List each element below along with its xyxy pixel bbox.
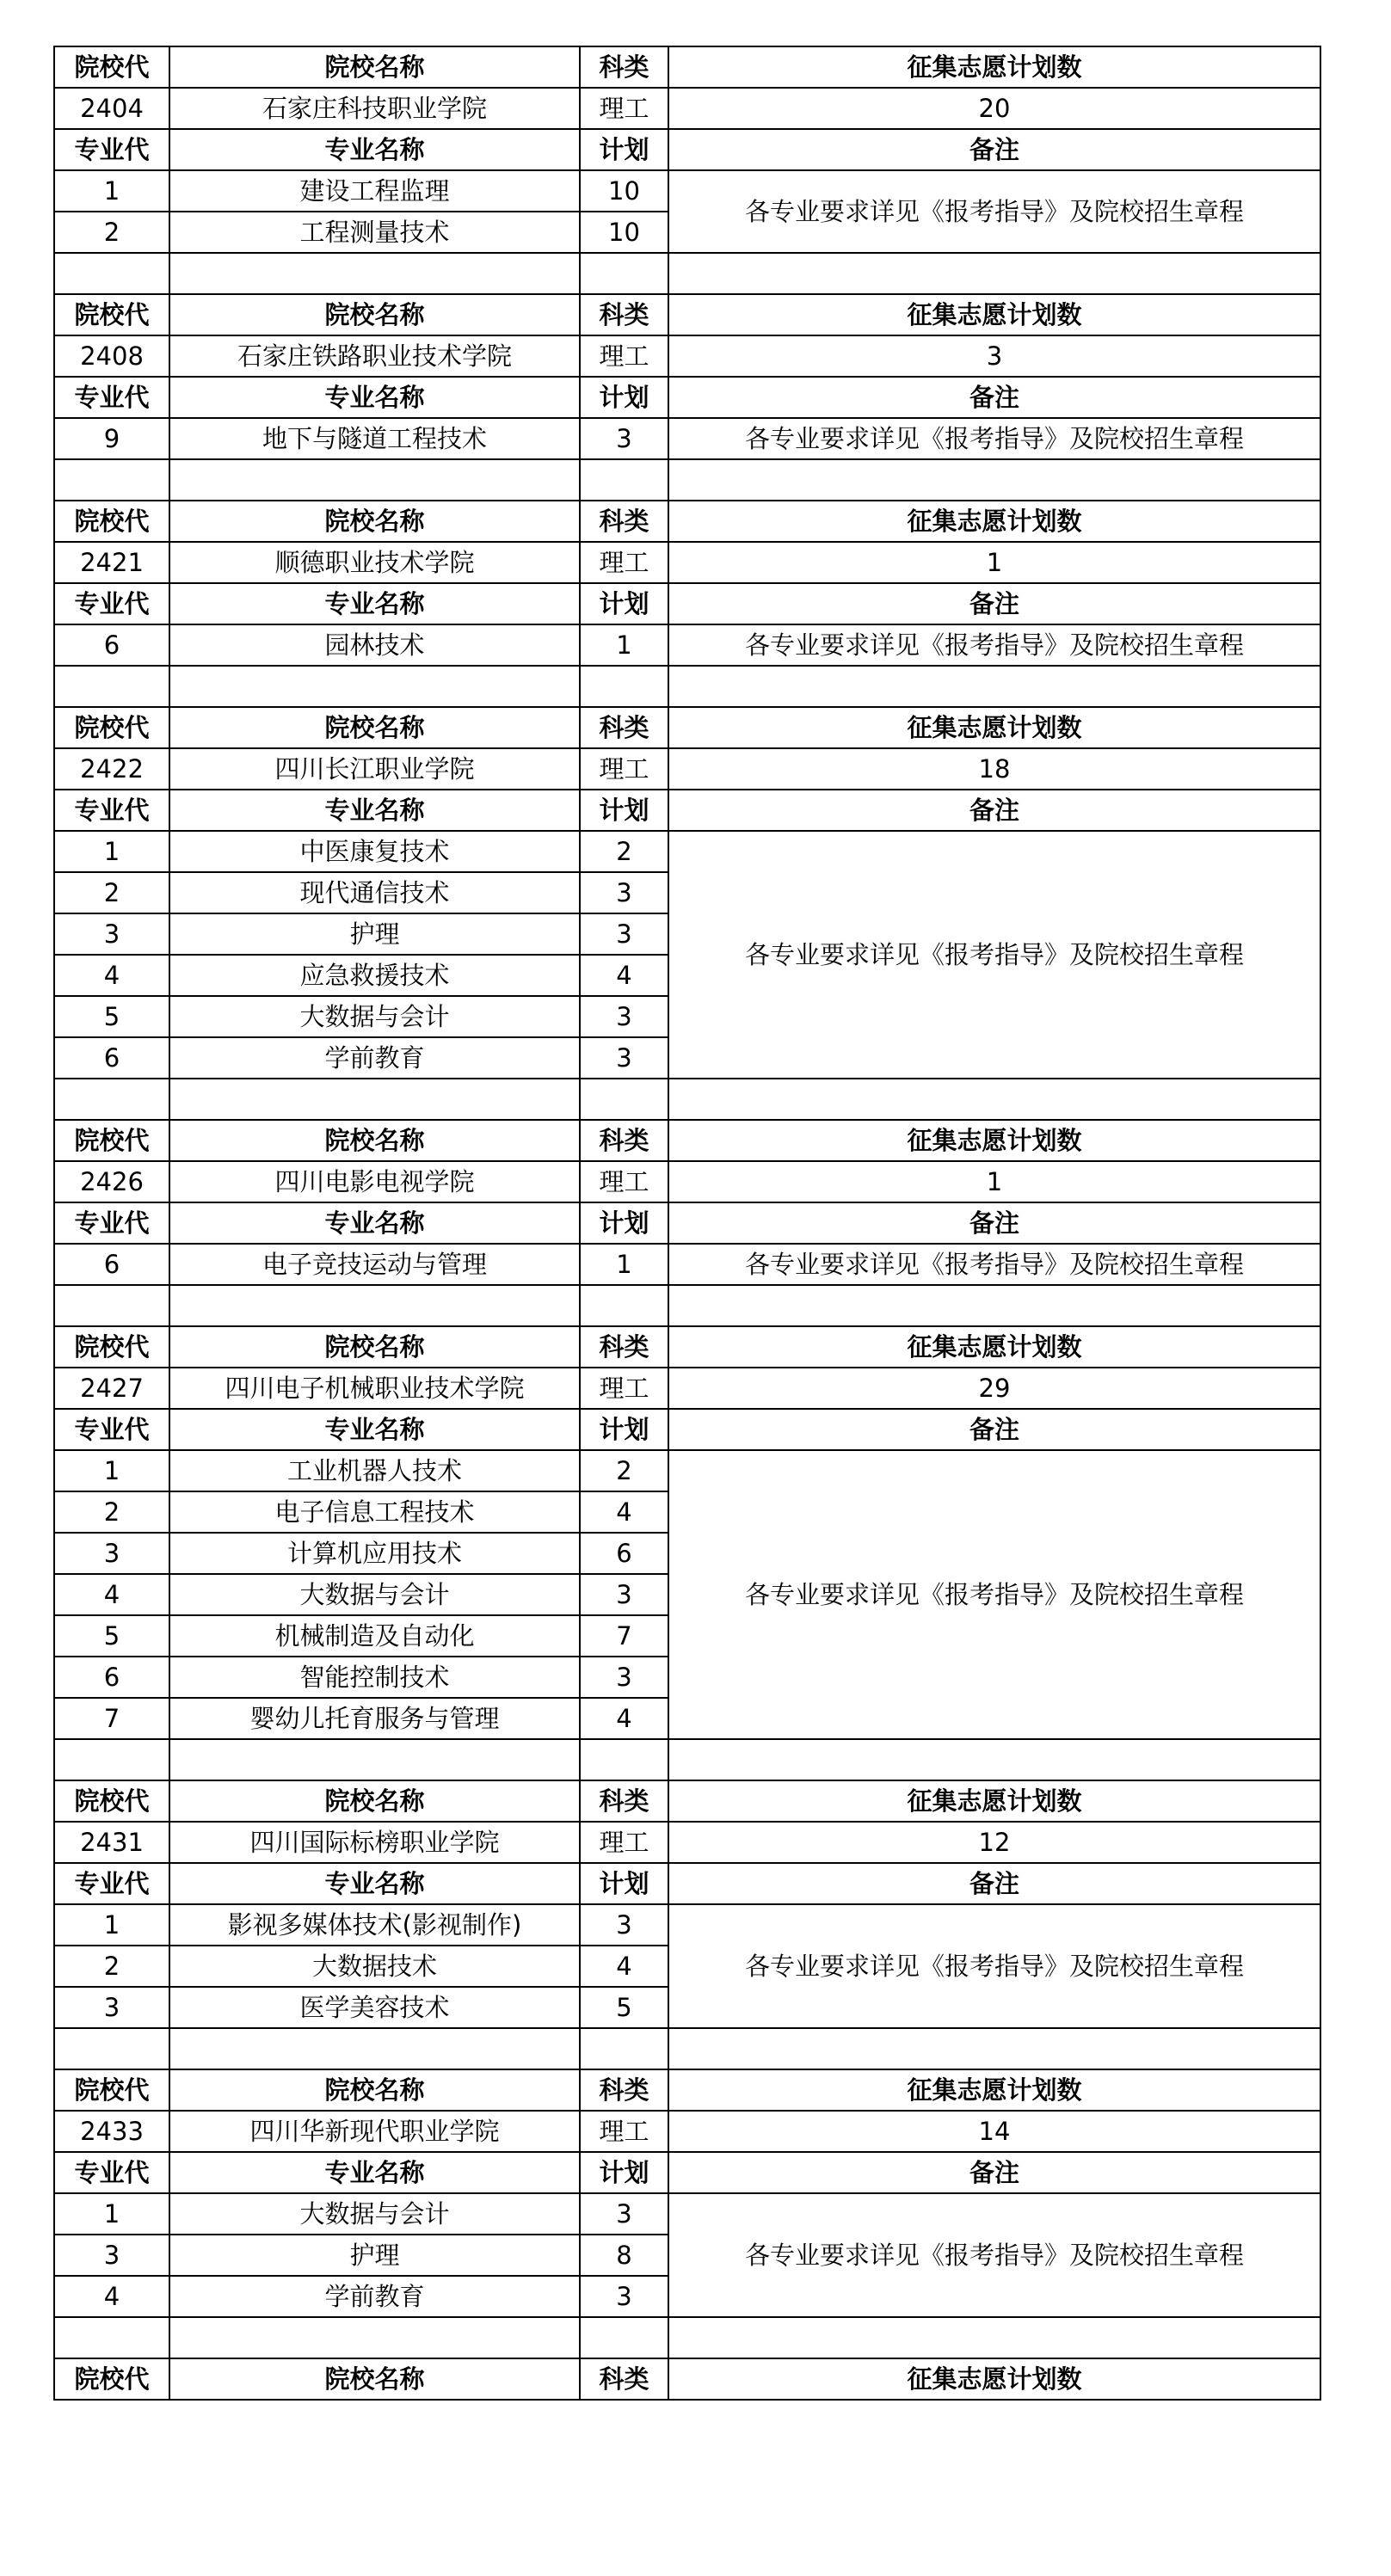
remark-header: 备注: [668, 1202, 1320, 1244]
major-remark: 各专业要求详见《报考指导》及院校招生章程: [668, 624, 1320, 666]
plan-total-header: 征集志愿计划数: [668, 294, 1320, 335]
school-code: 2431: [54, 1822, 169, 1863]
school-code: 2421: [54, 542, 169, 583]
school-category: 理工: [580, 88, 668, 129]
school-category: 理工: [580, 542, 668, 583]
spacer-cell: [169, 666, 580, 707]
school-code-header: 院校代: [54, 2069, 169, 2111]
major-plan: 3: [580, 1657, 668, 1698]
plan-header: 计划: [580, 790, 668, 831]
major-header-row: [54, 1202, 1320, 1244]
major-name-header: 专业名称: [169, 1202, 580, 1244]
major-code: 5: [54, 996, 169, 1037]
school-plan-total: 20: [668, 88, 1320, 129]
major-code: 3: [54, 2235, 169, 2276]
spacer-row: [54, 459, 1320, 501]
major-plan: 3: [580, 1904, 668, 1946]
major-plan: 3: [580, 1574, 668, 1615]
school-name: 顺德职业技术学院: [169, 542, 580, 583]
school-header-row: [54, 294, 1320, 335]
major-code: 2: [54, 1491, 169, 1533]
spacer-cell: [580, 253, 668, 294]
major-remark: 各专业要求详见《报考指导》及院校招生章程: [668, 1244, 1320, 1285]
major-row: [54, 624, 1320, 666]
school-code-header: 院校代: [54, 501, 169, 542]
major-name: 工程测量技术: [169, 212, 580, 253]
school-name-header: 院校名称: [169, 2069, 580, 2111]
table-body: [54, 46, 1320, 2400]
spacer-cell: [668, 2317, 1320, 2358]
major-name-header: 专业名称: [169, 129, 580, 170]
major-header-row: [54, 1863, 1320, 1904]
category-header: 科类: [580, 1780, 668, 1822]
major-code: 1: [54, 170, 169, 212]
major-row: [54, 1904, 1320, 1946]
spacer-row: [54, 253, 1320, 294]
school-name: 四川电影电视学院: [169, 1161, 580, 1202]
school-row: [54, 748, 1320, 790]
school-name-header: 院校名称: [169, 1326, 580, 1368]
school-name-header: 院校名称: [169, 294, 580, 335]
school-code: 2433: [54, 2111, 169, 2152]
major-remark: 各专业要求详见《报考指导》及院校招生章程: [668, 418, 1320, 459]
school-plan-total: 1: [668, 542, 1320, 583]
spacer-cell: [54, 253, 169, 294]
major-code-header: 专业代: [54, 2152, 169, 2193]
school-header-row: [54, 46, 1320, 88]
school-name-header: 院校名称: [169, 46, 580, 88]
major-code: 1: [54, 831, 169, 872]
school-name: 四川华新现代职业学院: [169, 2111, 580, 2152]
school-plan-total: 18: [668, 748, 1320, 790]
school-name-header: 院校名称: [169, 707, 580, 748]
major-plan: 2: [580, 1450, 668, 1491]
plan-total-header: 征集志愿计划数: [668, 501, 1320, 542]
major-name-header: 专业名称: [169, 583, 580, 624]
major-plan: 3: [580, 913, 668, 955]
major-name-header: 专业名称: [169, 377, 580, 418]
school-plan-total: 12: [668, 1822, 1320, 1863]
category-header: 科类: [580, 2358, 668, 2400]
major-row: [54, 831, 1320, 872]
major-name: 婴幼儿托育服务与管理: [169, 1698, 580, 1739]
major-name: 应急救援技术: [169, 955, 580, 996]
spacer-cell: [169, 1079, 580, 1120]
spacer-cell: [580, 2317, 668, 2358]
spacer-row: [54, 1079, 1320, 1120]
plan-header: 计划: [580, 1202, 668, 1244]
school-category: 理工: [580, 1368, 668, 1409]
major-header-row: [54, 1409, 1320, 1450]
major-name: 现代通信技术: [169, 872, 580, 913]
spacer-cell: [54, 1285, 169, 1326]
plan-total-header: 征集志愿计划数: [668, 46, 1320, 88]
spacer-cell: [169, 253, 580, 294]
plan-header: 计划: [580, 129, 668, 170]
major-code: 4: [54, 2276, 169, 2317]
major-name: 医学美容技术: [169, 1987, 580, 2028]
major-name: 大数据与会计: [169, 2193, 580, 2235]
spacer-cell: [668, 253, 1320, 294]
school-name: 四川国际标榜职业学院: [169, 1822, 580, 1863]
major-code: 7: [54, 1698, 169, 1739]
school-name: 四川电子机械职业技术学院: [169, 1368, 580, 1409]
major-header-row: [54, 583, 1320, 624]
major-name: 护理: [169, 913, 580, 955]
major-code-header: 专业代: [54, 377, 169, 418]
school-row: [54, 1161, 1320, 1202]
major-remark: 各专业要求详见《报考指导》及院校招生章程: [668, 2193, 1320, 2317]
plan-header: 计划: [580, 1409, 668, 1450]
school-header-row: [54, 501, 1320, 542]
major-plan: 3: [580, 872, 668, 913]
major-name: 智能控制技术: [169, 1657, 580, 1698]
school-code-header: 院校代: [54, 294, 169, 335]
spacer-cell: [580, 2028, 668, 2069]
spacer-cell: [54, 666, 169, 707]
school-code: 2427: [54, 1368, 169, 1409]
major-code: 6: [54, 1244, 169, 1285]
major-code: 1: [54, 1450, 169, 1491]
major-code: 6: [54, 1657, 169, 1698]
spacer-cell: [169, 2028, 580, 2069]
school-row: [54, 542, 1320, 583]
school-header-row: [54, 2358, 1320, 2400]
plan-total-header: 征集志愿计划数: [668, 1780, 1320, 1822]
school-code: 2426: [54, 1161, 169, 1202]
major-header-row: [54, 377, 1320, 418]
school-plan-total: 14: [668, 2111, 1320, 2152]
remark-header: 备注: [668, 583, 1320, 624]
plan-header: 计划: [580, 377, 668, 418]
major-plan: 3: [580, 418, 668, 459]
major-plan: 3: [580, 2193, 668, 2235]
major-code: 1: [54, 2193, 169, 2235]
major-plan: 2: [580, 831, 668, 872]
major-code: 5: [54, 1615, 169, 1657]
major-code: 4: [54, 1574, 169, 1615]
major-name: 学前教育: [169, 1037, 580, 1079]
plan-total-header: 征集志愿计划数: [668, 1120, 1320, 1161]
school-code-header: 院校代: [54, 46, 169, 88]
major-name: 建设工程监理: [169, 170, 580, 212]
remark-header: 备注: [668, 790, 1320, 831]
plan-header: 计划: [580, 2152, 668, 2193]
plan-total-header: 征集志愿计划数: [668, 707, 1320, 748]
school-category: 理工: [580, 1822, 668, 1863]
major-code: 6: [54, 1037, 169, 1079]
major-remark: 各专业要求详见《报考指导》及院校招生章程: [668, 170, 1320, 253]
school-code-header: 院校代: [54, 1120, 169, 1161]
spacer-cell: [169, 1739, 580, 1780]
spacer-row: [54, 2028, 1320, 2069]
major-row: [54, 1450, 1320, 1491]
spacer-row: [54, 1739, 1320, 1780]
major-plan: 5: [580, 1987, 668, 2028]
school-code: 2422: [54, 748, 169, 790]
school-row: [54, 1368, 1320, 1409]
school-header-row: [54, 1780, 1320, 1822]
remark-header: 备注: [668, 2152, 1320, 2193]
spacer-cell: [668, 1285, 1320, 1326]
major-code-header: 专业代: [54, 1409, 169, 1450]
major-row: [54, 418, 1320, 459]
enrollment-plan-table: [53, 46, 1321, 2401]
school-row: [54, 88, 1320, 129]
school-category: 理工: [580, 2111, 668, 2152]
major-plan: 10: [580, 212, 668, 253]
school-header-row: [54, 1120, 1320, 1161]
major-code: 3: [54, 913, 169, 955]
major-header-row: [54, 129, 1320, 170]
plan-header: 计划: [580, 1863, 668, 1904]
major-plan: 4: [580, 1946, 668, 1987]
major-plan: 4: [580, 1698, 668, 1739]
school-name-header: 院校名称: [169, 1780, 580, 1822]
major-remark: 各专业要求详见《报考指导》及院校招生章程: [668, 1450, 1320, 1739]
major-row: [54, 2193, 1320, 2235]
major-plan: 3: [580, 1037, 668, 1079]
spacer-cell: [54, 2028, 169, 2069]
major-code: 2: [54, 212, 169, 253]
spacer-cell: [668, 2028, 1320, 2069]
major-name: 护理: [169, 2235, 580, 2276]
major-name: 机械制造及自动化: [169, 1615, 580, 1657]
major-name: 计算机应用技术: [169, 1533, 580, 1574]
school-category: 理工: [580, 748, 668, 790]
plan-total-header: 征集志愿计划数: [668, 2358, 1320, 2400]
category-header: 科类: [580, 2069, 668, 2111]
remark-header: 备注: [668, 377, 1320, 418]
major-header-row: [54, 790, 1320, 831]
school-row: [54, 1822, 1320, 1863]
major-name-header: 专业名称: [169, 790, 580, 831]
spacer-cell: [668, 459, 1320, 501]
major-row: [54, 1244, 1320, 1285]
major-plan: 7: [580, 1615, 668, 1657]
spacer-cell: [580, 1079, 668, 1120]
plan-total-header: 征集志愿计划数: [668, 2069, 1320, 2111]
major-name: 学前教育: [169, 2276, 580, 2317]
school-plan-total: 1: [668, 1161, 1320, 1202]
category-header: 科类: [580, 294, 668, 335]
remark-header: 备注: [668, 1863, 1320, 1904]
spacer-cell: [668, 1079, 1320, 1120]
spacer-row: [54, 666, 1320, 707]
spacer-cell: [668, 666, 1320, 707]
spacer-cell: [668, 1739, 1320, 1780]
major-code: 6: [54, 624, 169, 666]
spacer-cell: [169, 2317, 580, 2358]
spacer-cell: [580, 666, 668, 707]
spacer-cell: [580, 1285, 668, 1326]
major-plan: 4: [580, 1491, 668, 1533]
remark-header: 备注: [668, 129, 1320, 170]
major-name: 中医康复技术: [169, 831, 580, 872]
major-code: 4: [54, 955, 169, 996]
major-name-header: 专业名称: [169, 1409, 580, 1450]
major-code-header: 专业代: [54, 1863, 169, 1904]
school-name: 石家庄铁路职业技术学院: [169, 335, 580, 377]
major-name: 大数据技术: [169, 1946, 580, 1987]
remark-header: 备注: [668, 1409, 1320, 1450]
plan-header: 计划: [580, 583, 668, 624]
major-code: 3: [54, 1987, 169, 2028]
major-plan: 1: [580, 624, 668, 666]
major-code: 2: [54, 872, 169, 913]
category-header: 科类: [580, 1326, 668, 1368]
school-row: [54, 2111, 1320, 2152]
major-plan: 4: [580, 955, 668, 996]
school-code-header: 院校代: [54, 707, 169, 748]
school-name-header: 院校名称: [169, 2358, 580, 2400]
plan-total-header: 征集志愿计划数: [668, 1326, 1320, 1368]
major-remark: 各专业要求详见《报考指导》及院校招生章程: [668, 831, 1320, 1079]
school-row: [54, 335, 1320, 377]
major-code: 2: [54, 1946, 169, 1987]
major-code-header: 专业代: [54, 1202, 169, 1244]
school-category: 理工: [580, 335, 668, 377]
major-plan: 3: [580, 996, 668, 1037]
school-header-row: [54, 707, 1320, 748]
school-category: 理工: [580, 1161, 668, 1202]
major-code: 1: [54, 1904, 169, 1946]
school-plan-total: 3: [668, 335, 1320, 377]
major-row: [54, 170, 1320, 212]
school-name-header: 院校名称: [169, 501, 580, 542]
category-header: 科类: [580, 707, 668, 748]
spacer-cell: [54, 1739, 169, 1780]
spacer-cell: [54, 459, 169, 501]
spacer-cell: [54, 1079, 169, 1120]
major-name-header: 专业名称: [169, 1863, 580, 1904]
major-code-header: 专业代: [54, 129, 169, 170]
major-code: 3: [54, 1533, 169, 1574]
major-code: 9: [54, 418, 169, 459]
major-header-row: [54, 2152, 1320, 2193]
major-name: 电子信息工程技术: [169, 1491, 580, 1533]
spacer-cell: [169, 1285, 580, 1326]
major-plan: 8: [580, 2235, 668, 2276]
spacer-cell: [169, 459, 580, 501]
major-plan: 1: [580, 1244, 668, 1285]
major-name: 园林技术: [169, 624, 580, 666]
school-code-header: 院校代: [54, 2358, 169, 2400]
spacer-cell: [580, 1739, 668, 1780]
category-header: 科类: [580, 501, 668, 542]
school-header-row: [54, 2069, 1320, 2111]
school-code-header: 院校代: [54, 1326, 169, 1368]
category-header: 科类: [580, 1120, 668, 1161]
major-name: 电子竞技运动与管理: [169, 1244, 580, 1285]
school-plan-total: 29: [668, 1368, 1320, 1409]
school-code: 2404: [54, 88, 169, 129]
major-name: 大数据与会计: [169, 996, 580, 1037]
school-name: 四川长江职业学院: [169, 748, 580, 790]
school-name-header: 院校名称: [169, 1120, 580, 1161]
major-name: 地下与隧道工程技术: [169, 418, 580, 459]
category-header: 科类: [580, 46, 668, 88]
major-plan: 6: [580, 1533, 668, 1574]
school-code-header: 院校代: [54, 1780, 169, 1822]
school-name: 石家庄科技职业学院: [169, 88, 580, 129]
spacer-cell: [580, 459, 668, 501]
school-header-row: [54, 1326, 1320, 1368]
major-remark: 各专业要求详见《报考指导》及院校招生章程: [668, 1904, 1320, 2028]
major-name-header: 专业名称: [169, 2152, 580, 2193]
major-code-header: 专业代: [54, 583, 169, 624]
major-name: 大数据与会计: [169, 1574, 580, 1615]
major-name: 影视多媒体技术(影视制作): [169, 1904, 580, 1946]
major-name: 工业机器人技术: [169, 1450, 580, 1491]
major-plan: 3: [580, 2276, 668, 2317]
spacer-row: [54, 2317, 1320, 2358]
spacer-cell: [54, 2317, 169, 2358]
major-plan: 10: [580, 170, 668, 212]
spacer-row: [54, 1285, 1320, 1326]
major-code-header: 专业代: [54, 790, 169, 831]
school-code: 2408: [54, 335, 169, 377]
